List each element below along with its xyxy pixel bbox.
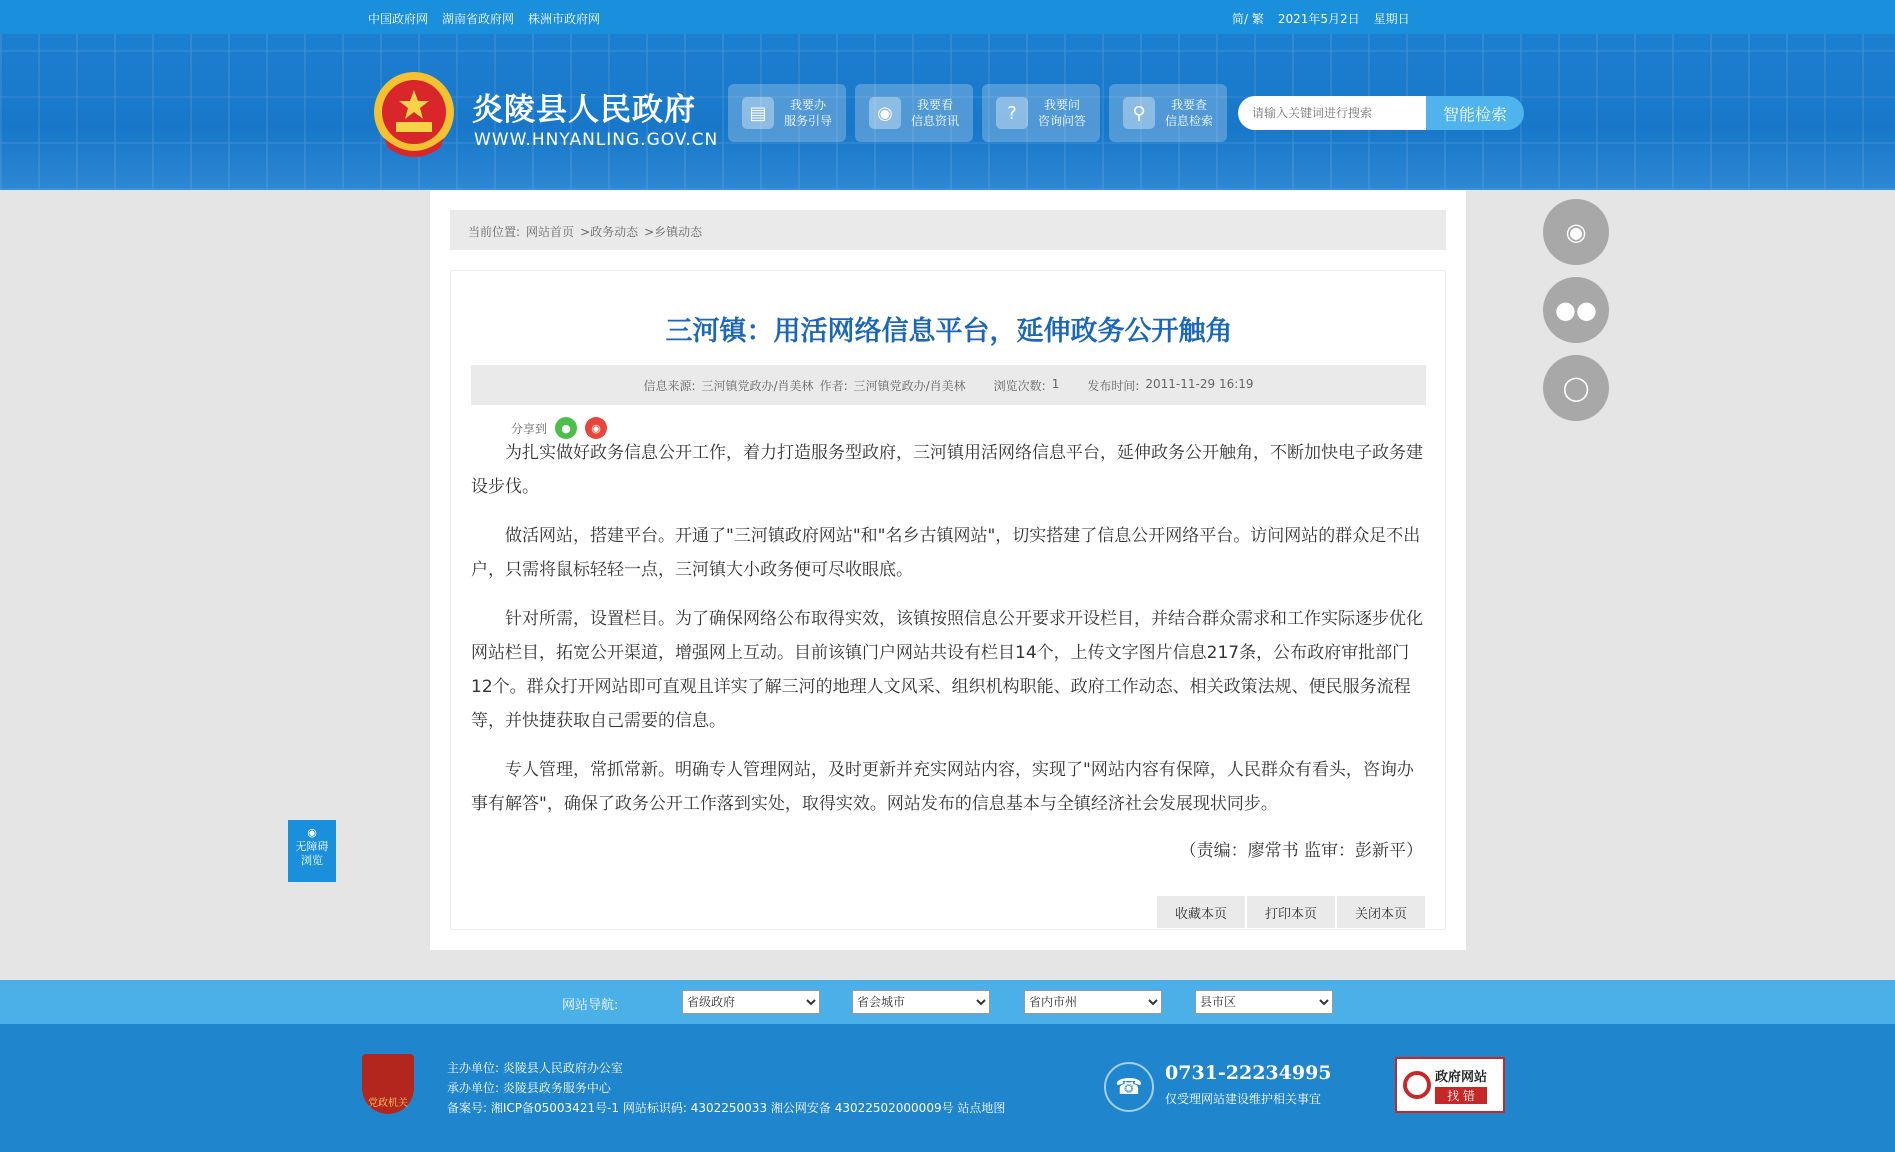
site-nav-label: 网站导航: xyxy=(562,998,619,1013)
accessibility-line2: 浏览 xyxy=(301,854,323,867)
phone-icon: ☎ xyxy=(1104,1062,1154,1112)
party-gov-badge[interactable] xyxy=(362,1054,414,1114)
footer-info xyxy=(447,1058,1005,1118)
current-date: 2021年5月2日 xyxy=(1277,12,1360,26)
capital-city-select[interactable] xyxy=(852,990,990,1014)
host-unit: 主办单位: 炎陵县人民政府办公室 xyxy=(447,1061,623,1075)
author-value: 三河镇党政办/肖美林 xyxy=(853,378,966,393)
views-label: 浏览次数: xyxy=(993,378,1046,393)
county-select[interactable] xyxy=(1195,990,1333,1014)
news-line2: 信息资讯 xyxy=(911,114,960,128)
article xyxy=(450,270,1446,930)
question-icon: ? xyxy=(996,97,1028,129)
article-paragraph: 做活网站，搭建平台。开通了"三河镇政府网站"和"名乡古镇网站"，切实搭建了信息公开网络平台。访问网站的群众足不出户，只需将鼠标轻轻一点，三河镇大小政务便可尽收眼底。 xyxy=(471,526,1421,580)
topbar-right xyxy=(1232,10,1410,27)
breadcrumb-town-news[interactable]: >乡镇动态 xyxy=(644,225,703,239)
contact-phone: 0731-22234995 xyxy=(1165,1062,1332,1084)
article-actions xyxy=(1157,896,1425,928)
date-value: 2011-11-29 16:19 xyxy=(1145,376,1254,391)
eye-icon: ◉ xyxy=(869,97,901,129)
weibo-share-icon[interactable]: ◉ xyxy=(585,417,607,439)
accessibility-line1: 无障碍 xyxy=(295,840,329,853)
report-error-badge[interactable] xyxy=(1395,1057,1505,1113)
link-zhuzhou-gov[interactable]: 株洲市政府网 xyxy=(528,12,601,26)
report-error-line2: 找 错 xyxy=(1435,1087,1487,1104)
site-url: WWW.HNYANLING.GOV.CN xyxy=(474,130,719,150)
party-gov-badge-label: 党政机关 xyxy=(368,1098,408,1109)
print-page-button[interactable]: 打印本页 xyxy=(1247,896,1335,928)
qa-line1: 我要问 xyxy=(1044,98,1081,112)
source-value: 三河镇党政办/肖美林 xyxy=(701,378,814,393)
news-button[interactable] xyxy=(855,84,973,142)
qa-button[interactable] xyxy=(982,84,1100,142)
search-input[interactable] xyxy=(1238,96,1426,130)
views-value: 1 xyxy=(1051,376,1060,391)
breadcrumb-gov-news[interactable]: >政务动态 xyxy=(580,225,639,239)
service-guide-button[interactable] xyxy=(728,84,846,142)
gov-links xyxy=(368,10,600,27)
phone-note: 仅受理网站建设维护相关事宜 xyxy=(1165,1092,1322,1106)
author-label: 作者: xyxy=(819,378,848,393)
magnifier-icon xyxy=(1403,1071,1431,1099)
link-china-gov[interactable]: 中国政府网 xyxy=(368,12,429,26)
source-label: 信息来源: xyxy=(643,378,696,393)
language-toggle[interactable]: 简/ 繁 xyxy=(1232,12,1264,26)
info-search-button[interactable] xyxy=(1109,84,1227,142)
breadcrumb-home[interactable]: 网站首页 xyxy=(526,225,575,239)
article-title: 三河镇：用活网络信息平台，延伸政务公开触角 xyxy=(665,316,1233,347)
document-icon: ▤ xyxy=(742,97,774,129)
float-weibo-button[interactable] xyxy=(1543,355,1609,421)
wechat-icon: ●● xyxy=(1555,296,1597,324)
article-paragraph: 专人管理，常抓常新。明确专人管理网站，及时更新并充实网站内容，实现了"网站内容有保障，人民群众有看头，咨询办事有解答"，确保了政务公开工作落到实处，取得实效。网站发布的信息基本与全镇经济社会发展现状同步。 xyxy=(471,760,1414,814)
main-content xyxy=(430,190,1466,950)
info-search-line1: 我要查 xyxy=(1171,98,1208,112)
breadcrumb-label: 当前位置: xyxy=(468,225,521,239)
province-gov-select[interactable] xyxy=(682,990,820,1014)
breadcrumb xyxy=(450,210,1446,250)
weibo-icon: ◯ xyxy=(1562,374,1590,402)
national-emblem-icon xyxy=(366,68,462,164)
report-error-line1: 政府网站 xyxy=(1435,1070,1488,1085)
article-body xyxy=(471,436,1426,836)
organizer-unit: 承办单位: 炎陵县政务服务中心 xyxy=(447,1081,611,1095)
eye-icon: ◉ xyxy=(1565,218,1587,246)
current-weekday: 星期日 xyxy=(1373,12,1410,26)
site-title: 炎陵县人民政府 xyxy=(472,92,696,128)
search-icon: ⚲ xyxy=(1123,97,1155,129)
article-paragraph: 为扎实做好政务信息公开工作，着力打造服务型政府，三河镇用活网络信息平台，延伸政务公开触角，不断加快电子政务建设步伐。 xyxy=(471,443,1423,497)
site-header xyxy=(0,34,1895,190)
smart-search-button[interactable]: 智能检索 xyxy=(1426,96,1524,130)
qa-line2: 咨询问答 xyxy=(1038,114,1087,128)
float-wechat-button[interactable] xyxy=(1543,277,1609,343)
bookmark-page-button[interactable]: 收藏本页 xyxy=(1157,896,1245,928)
site-nav-bar xyxy=(0,980,1895,1024)
news-line1: 我要看 xyxy=(917,98,954,112)
wechat-share-icon[interactable]: ● xyxy=(555,417,577,439)
date-label: 发布时间: xyxy=(1087,378,1140,393)
editor-credit: （责编：廖常书 监审：彭新平） xyxy=(1179,841,1423,861)
top-bar xyxy=(0,0,1895,34)
float-eye-button[interactable] xyxy=(1543,199,1609,265)
site-footer xyxy=(0,1024,1895,1152)
info-search-line2: 信息检索 xyxy=(1165,114,1214,128)
link-hunan-gov[interactable]: 湖南省政府网 xyxy=(442,12,515,26)
prefecture-select[interactable] xyxy=(1024,990,1162,1014)
article-paragraph: 针对所需，设置栏目。为了确保网络公布取得实效，该镇按照信息公开要求开设栏目，并结合群众需求和工作实际逐步优化网站栏目，拓宽公开渠道，增强网上互动。目前该镇门户网站共设有栏目14个，上传文字图片信息217条，公布政府审批部门12个。群众打开网站即可直观且详实了解三河的地理人文风采、组织机构职能、政府工作动态、相关政策法规、便民服务流程等，并快捷获取自己需要的信息。 xyxy=(471,609,1423,731)
accessibility-button[interactable] xyxy=(288,820,336,882)
record-info: 备案号: 湘ICP备05003421号-1 网站标识码: 4302250033 湘公网安备 43022502000009号 站点地图 xyxy=(447,1101,1006,1115)
service-guide-line1: 我要办 xyxy=(790,98,827,112)
accessibility-eye-icon: ◉ xyxy=(307,826,317,839)
service-guide-line2: 服务引导 xyxy=(784,114,833,128)
share-label: 分享到 xyxy=(511,421,548,436)
close-page-button[interactable]: 关闭本页 xyxy=(1337,896,1425,928)
article-meta xyxy=(471,365,1426,405)
